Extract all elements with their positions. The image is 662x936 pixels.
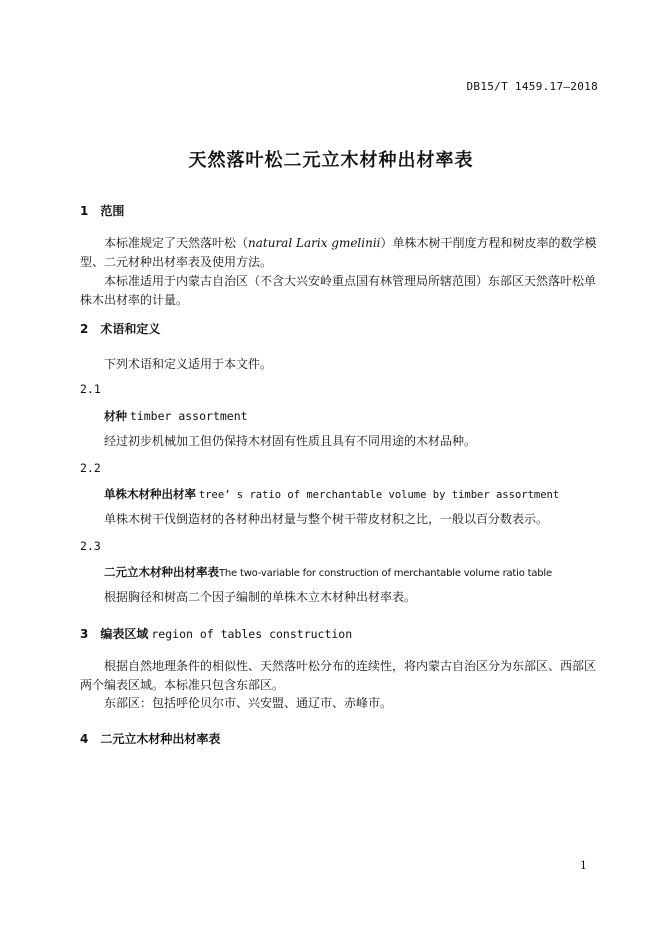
term-name: 二元立木材种出材率表 bbox=[104, 565, 219, 579]
region-paragraph-2: 东部区：包括呼伦贝尔市、兴安盟、通辽市、赤峰市。 bbox=[104, 696, 393, 710]
section-4-heading bbox=[80, 730, 220, 747]
region-paragraph-1: 根据自然地理条件的相似性、天然落叶松分布的连续性，将内蒙古自治区分为东部区、西部区两个编表区域。本标准只包含东部区。 bbox=[80, 659, 597, 692]
term-definition: 根据胸径和树高二个因子编制的单株木立木材种出材率表。 bbox=[104, 590, 417, 604]
section-number: 3 bbox=[80, 627, 89, 641]
terms-intro: 下列术语和定义适用于本文件。 bbox=[104, 357, 273, 371]
term-entry bbox=[104, 564, 552, 580]
term-english: The two-variable for construction of merchantable volume ratio table bbox=[219, 568, 552, 579]
term-entry bbox=[104, 408, 248, 424]
scope-paragraph-2: 本标准适用于内蒙古自治区（不含大兴安岭重点国有林管理局所辖范围）东部区天然落叶松单株木出材率的计量。 bbox=[80, 274, 597, 307]
scope-paragraph-1: 本标准规定了天然落叶松（natural Larix gmelinii）单株木树干削度方程和树皮率的数学模型、二元材种出材率表及使用方法。 bbox=[80, 236, 597, 269]
latin-name: natural Larix gmelinii bbox=[248, 236, 381, 250]
term-definition: 经过初步机械加工但仍保持木材固有性质且具有不同用途的木材品种。 bbox=[104, 434, 477, 448]
term-entry bbox=[104, 486, 559, 502]
term-definition: 单株木树干伐倒造材的各材种出材量与整个树干带皮材积之比，一般以百分数表示。 bbox=[104, 512, 549, 526]
section-title: 二元立木材种出材率表 bbox=[100, 732, 221, 746]
section-title: 范围 bbox=[100, 204, 125, 218]
term-number: 2.1 bbox=[80, 382, 101, 396]
term-number: 2.3 bbox=[80, 539, 101, 553]
section-3-heading bbox=[80, 625, 352, 642]
term-english: timber assortment bbox=[129, 409, 248, 423]
document-number: DB15/T 1459.17—2018 bbox=[466, 80, 598, 93]
section-title: 编表区域 bbox=[100, 627, 149, 641]
section-1-heading bbox=[80, 202, 124, 219]
section-number: 4 bbox=[80, 732, 89, 746]
section-english: region of tables construction bbox=[151, 627, 353, 641]
page-number: 1 bbox=[580, 859, 587, 872]
section-number: 1 bbox=[80, 204, 89, 218]
section-2-heading bbox=[80, 320, 160, 337]
term-english: tree’ s ratio of merchantable volume by timber assortment bbox=[198, 489, 560, 501]
term-name: 材种 bbox=[104, 409, 127, 423]
page-title: 天然落叶松二元立木材种出材率表 bbox=[188, 150, 474, 171]
term-name: 单株木材种出材率 bbox=[104, 487, 196, 501]
term-number: 2.2 bbox=[80, 461, 101, 475]
section-number: 2 bbox=[80, 322, 89, 336]
section-title: 术语和定义 bbox=[100, 322, 161, 336]
